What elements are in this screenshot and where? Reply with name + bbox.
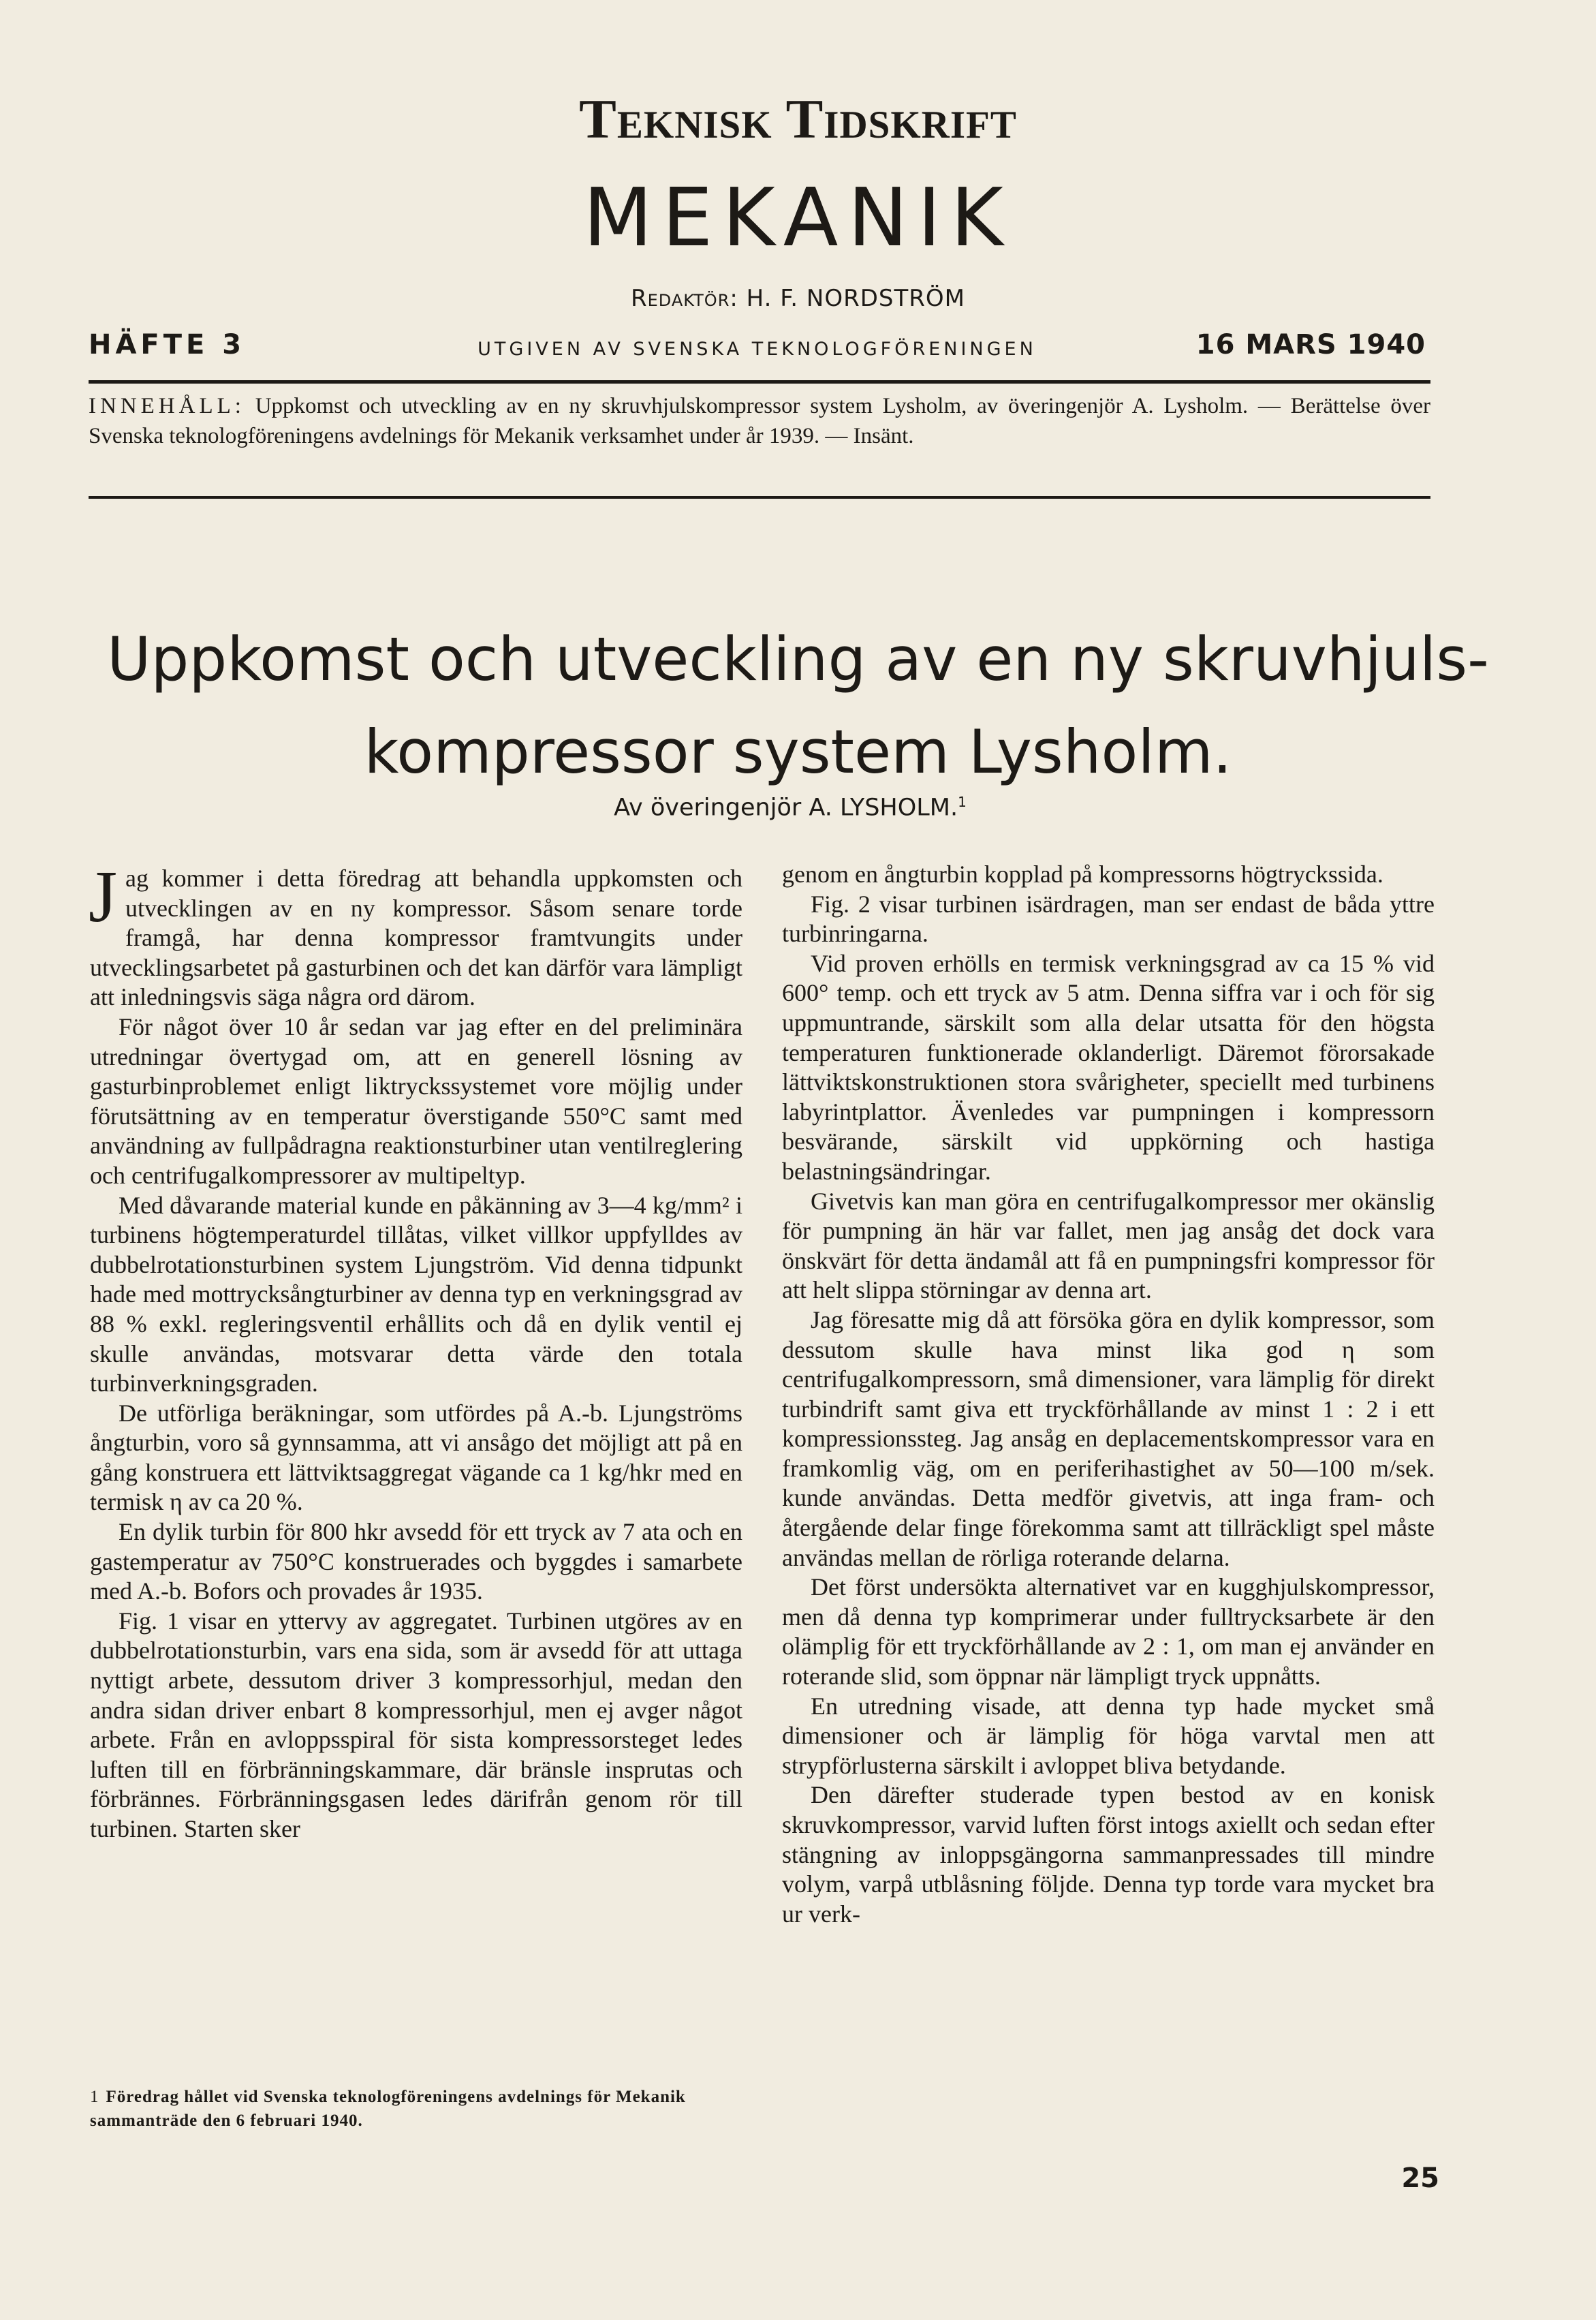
issue-number: HÄFTE 3 (89, 329, 246, 360)
divider-bottom (89, 496, 1430, 499)
editor-line: Redaktör: H. F. NORDSTRÖM (631, 285, 965, 312)
paragraph: Fig. 1 visar en yttervy av aggregatet. Turbinen utgöres av en dubbelrotationsturbin, vars ena sida, som är avsedd för att uttaga nyttigt arbete, dessutom driver 3 kompressorhjul, medan den andra sidan driver enbart 8 kompressorhjul, men ej avger något arbete. Från en avloppsspiral för sista kompressorsteget ledes luften till en förbränningskammare, där bränsle insprutas och förbrännes. Förbränningsgasen ledes därifrån genom rör till turbinen. Starten sker (90, 1607, 742, 1842)
contents-text: Uppkomst och utveckling av en ny skruvhjulskompressor system Lysholm, av överingenjör A. Lysholm. — Berättelse över Svenska teknologföreningens avdelnings för Mekanik verksamhet under år 1939. — Insänt. (89, 394, 1430, 448)
paragraph: Med dåvarande material kunde en påkänning av 3—4 kg/mm² i turbinens högtemperaturdel tillåtas, vilket villkor uppfylldes av dubbelrotationsturbinen system Ljungström. Vid denna tidpunkt hade med mottrycksångturbiner av denna typ en verkningsgrad av 88 % exkl. regleringsventil erhållits och då en dylik ventil ej skulle användas, motsvarar detta värde den totala turbinverkningsgraden. (90, 1191, 742, 1397)
paragraph: Givetvis kan man göra en centrifugalkompressor mer okänslig för pumpning än här var fallet, men jag ansåg det dock vara önskvärt för detta ändamål att få en pumpningsfri kompressor för att helt slippa störningar av denna art. (782, 1187, 1435, 1304)
page-number: 25 (1401, 2163, 1439, 2194)
byline-footnote-ref: 1 (958, 794, 967, 810)
footnote-text: Föredrag hållet vid Svenska teknologföreningens avdelnings för Mekanik sammanträde den 6 februari 1940. (90, 2088, 686, 2130)
paragraph: En dylik turbin för 800 hkr avsedd för ett tryck av 7 ata och en gastemperatur av 750°C konstruerades och byggdes i samarbete med A.-b. Bofors och provades år 1935. (90, 1518, 742, 1605)
paragraph: Vid proven erhölls en termisk verkningsgrad av ca 15 % vid 600° temp. och ett tryck av 5 atm. Denna siffra var i och för sig uppmuntrande, särskilt som alla delar utsatta för den högsta temperaturen funktionerade oklanderligt. Däremot förorsakade lättviktskonstruktionen stora svårigheter, speciellt med turbinens labyrintplattor. Ävenledes var pumpningen i kompressorn besvärande, särskilt vid uppkörning och hastiga belastningsändringar. (782, 949, 1435, 1185)
paragraph: För något över 10 år sedan var jag efter en del preliminära utredningar övertygad om, att en generell lösning av gasturbinproblemet enligt liktryckssystemet vore möjlig under förutsättning av en temperatur överstigande 550°C samt med användning av fullpådragna reaktionsturbiner utan ventilreglering och centrifugalkompressorer av multipeltyp. (90, 1012, 742, 1189)
section-title: MEKANIK (583, 170, 1013, 264)
divider-top (89, 380, 1430, 384)
paragraph: De utförliga beräkningar, som utfördes på A.-b. Ljungströms ångturbin, voro så gynnsamma, att vi ansågo det möjligt att på en gång konstruera ett lättviktsaggregat vägande ca 1 kg/hkr med en termisk η av ca 20 %. (90, 1399, 742, 1516)
article-title (0, 613, 1596, 799)
publisher-line: UTGIVEN AV SVENSKA TEKNOLOGFÖRENINGEN (478, 339, 1037, 360)
paragraph: Jag kommer i detta föredrag att behandla uppkomsten och utvecklingen av en ny kompressor. Såsom senare torde framgå, har denna kompressor framtvungits under utvecklingsarbetet på gasturbinen och det kan därför vara lämpligt att inledningsvis säga några ord därom. (89, 856, 742, 1011)
paragraph: Den därefter studerade typen bestod av en konisk skruvkompressor, varvid luften först intogs axiellt och sedan efter stängning av inloppsgängorna sammanpressades till mindre volym, varpå utblåsning följde. Denna typ torde vara mycket bra ur verk- (782, 1781, 1435, 1928)
footnote (90, 2085, 742, 2133)
paragraph: Det först undersökta alternativet var en kugghjulskompressor, men då denna typ komprimerar under fulltrycksarbete är den olämplig för ett tryckförhållande av 2 : 1, om man ej använder en roterande slid, som öppnar när lämpligt tryck uppnåtts. (782, 1573, 1435, 1690)
article-title-line-1: Uppkomst och utveckling av en ny skruvhjuls- (107, 624, 1489, 694)
contents-label: INNEHÅLL: (89, 394, 245, 418)
drop-cap: J (89, 856, 118, 938)
paragraph: Fig. 2 visar turbinen isärdragen, man ser endast de båda yttre turbinringarna. (782, 890, 1435, 948)
byline (586, 794, 995, 822)
body-column-right (782, 860, 1435, 1929)
byline-text: Av överingenjör A. LYSHOLM. (614, 794, 958, 822)
paragraph: genom en ångturbin kopplad på kompressorns högtryckssida. (782, 861, 1383, 888)
issue-date: 16 MARS 1940 (1195, 329, 1426, 360)
paragraph: En utredning visade, att denna typ hade mycket små dimensioner och är lämplig för höga varvtal men att strypförlusterna särskilt i avloppet bliva betydande. (782, 1692, 1435, 1779)
paragraph: Jag föresatte mig då att försöka göra en dylik kompressor, som dessutom skulle hava minst lika god η som centrifugalkompressorn, små dimensioner, vara lämplig för direkt turbindrift samt giva ett tryckförhållande av minst 1 : 2 i ett kompressionssteg. Jag ansåg en deplacementskompressor vara en framkomlig väg, om en periferihastighet av 50—100 m/sek. kunde användas. Detta medför givetvis, att inga fram- och återgående delar finge förekomma samt att tillräckligt spel måste användas mellan de rörliga roterande delarna. (782, 1305, 1435, 1571)
body-column-left (89, 856, 742, 1844)
article-title-line-2: kompressor system Lysholm. (364, 717, 1232, 787)
footnote-mark: 1 (90, 2088, 99, 2106)
table-of-contents (89, 391, 1430, 451)
journal-brand: Teknisk Tidskrift (579, 88, 1017, 150)
issue-row (89, 324, 1426, 365)
